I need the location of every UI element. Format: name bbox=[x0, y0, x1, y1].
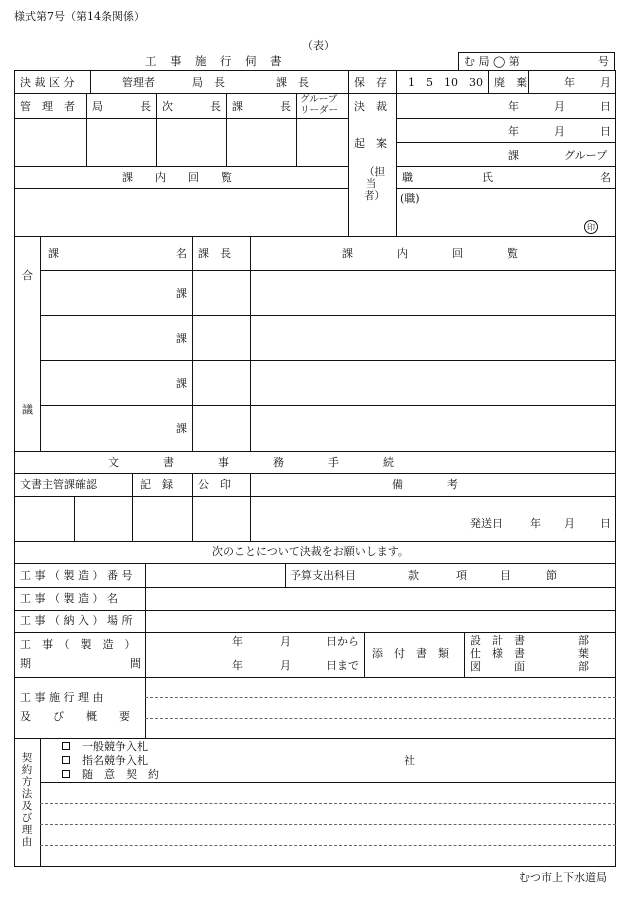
footer-org: むつ市上下水道局 bbox=[519, 871, 607, 884]
request-text: 次のことについて決裁をお願いします。 bbox=[212, 545, 409, 558]
hassobi-year: 年 bbox=[530, 517, 541, 530]
kacho-head: 課 長 bbox=[276, 76, 309, 89]
kanrisha-head: 管理者 bbox=[122, 76, 155, 89]
kian-month: 月 bbox=[554, 125, 565, 138]
setsu-label: 節 bbox=[546, 569, 557, 582]
kian-year: 年 bbox=[508, 125, 519, 138]
kessai-year: 年 bbox=[508, 100, 519, 113]
group-unit: グループ bbox=[564, 149, 608, 162]
kessai-month: 月 bbox=[554, 100, 565, 113]
kessai-label: 決 裁 bbox=[354, 100, 387, 113]
group-leader-1: グループ bbox=[300, 94, 338, 105]
kikan-label-2: 期 間 bbox=[20, 657, 141, 670]
bunsho-title: 文 書 事 務 手 続 bbox=[108, 456, 394, 469]
aigi-mei-header: 名 bbox=[176, 247, 187, 260]
shiyou-satsu: 葉 bbox=[578, 647, 589, 660]
kian-day: 日 bbox=[600, 125, 611, 138]
group-leader-2: リーダー bbox=[300, 105, 339, 116]
seal-mark: 印 bbox=[584, 220, 598, 234]
moku-label: 目 bbox=[500, 569, 511, 582]
zumen-bu: 部 bbox=[578, 660, 589, 673]
zumen-label: 図 面 bbox=[470, 660, 525, 673]
tsugi-cho-label: 長 bbox=[210, 100, 221, 113]
hassobi-day: 日 bbox=[600, 517, 611, 530]
tsugi-label: 次 bbox=[162, 100, 173, 113]
ai-label: 合 bbox=[22, 269, 33, 282]
kikan-made: 日まで bbox=[326, 659, 359, 672]
kanrisha-label: 管 理 者 bbox=[20, 100, 75, 113]
kakunin-label: 文書主管課確認 bbox=[20, 478, 97, 491]
biko-label: 備 考 bbox=[392, 478, 458, 491]
tantousha-label: （担当者） bbox=[364, 166, 385, 203]
sekkei-label: 設 計 書 bbox=[470, 634, 525, 647]
hassobi-month: 月 bbox=[564, 517, 575, 530]
kyokucho-head: 局 長 bbox=[192, 76, 225, 89]
omote-label: （表） bbox=[302, 39, 335, 52]
kan-label: 款 bbox=[408, 569, 419, 582]
aigi-ka-header: 課 bbox=[48, 247, 59, 260]
page-title: 工 事 施 行 伺 書 bbox=[145, 54, 283, 68]
ka-cho-label: 長 bbox=[280, 100, 291, 113]
aigi-row-ka: 課 bbox=[176, 422, 187, 435]
kessai-day: 日 bbox=[600, 100, 611, 113]
kyoku-label: 局 bbox=[92, 100, 103, 113]
gi-label: 議 bbox=[22, 403, 33, 416]
sha-label: 社 bbox=[404, 754, 415, 767]
shoku-paren: (職) bbox=[400, 192, 420, 205]
shiyou-label: 仕 様 書 bbox=[470, 647, 525, 660]
bango-label: 工 事 （ 製 造 ） 番 号 bbox=[20, 569, 133, 582]
kian-label: 起 案 bbox=[354, 137, 387, 150]
haiki-month-unit: 月 bbox=[600, 76, 611, 89]
ka-label: 課 bbox=[232, 100, 243, 113]
shi-label: 氏 bbox=[482, 171, 493, 184]
aigi-row-ka: 課 bbox=[176, 377, 187, 390]
hassobi-label: 発送日 bbox=[470, 517, 503, 530]
kikan-to-year: 年 bbox=[232, 659, 243, 672]
hozon-years: 1 5 10 30 bbox=[408, 76, 483, 89]
aigi-kacho-header: 課 長 bbox=[198, 247, 231, 260]
koin-label: 公 印 bbox=[198, 478, 231, 491]
ka-unit: 課 bbox=[508, 149, 519, 162]
kikan-from-month: 月 bbox=[280, 635, 291, 648]
kikan-from-year: 年 bbox=[232, 635, 243, 648]
kou-label: 項 bbox=[456, 569, 467, 582]
shimei-label: 指名競争入札 bbox=[82, 754, 148, 767]
form-number: 様式第7号（第14条関係） bbox=[14, 10, 145, 23]
haiki-label: 廃 棄 bbox=[494, 76, 527, 89]
keiyaku-label: 契約方法及び理由 bbox=[21, 752, 33, 849]
tenpu-label: 添 付 書 類 bbox=[372, 647, 449, 660]
ippan-label: 一般競争入札 bbox=[82, 740, 148, 753]
riyu-label-2: 及 び 概 要 bbox=[20, 710, 130, 723]
hozon-label: 保 存 bbox=[354, 76, 387, 89]
kikan-to-month: 月 bbox=[280, 659, 291, 672]
basho-label: 工 事 （ 納 入 ） 場 所 bbox=[20, 614, 133, 627]
yosan-label: 予算支出科目 bbox=[290, 569, 356, 582]
haiki-year-unit: 年 bbox=[564, 76, 575, 89]
riyu-label-1: 工 事 施 行 理 由 bbox=[20, 691, 104, 704]
kikan-label-1: 工 事 （ 製 造 ） bbox=[20, 638, 136, 651]
aigi-kairan-header: 課 内 回 覧 bbox=[342, 247, 518, 260]
mei-label: 名 bbox=[600, 171, 611, 184]
number-suffix: 号 bbox=[598, 55, 609, 68]
aigi-row-ka: 課 bbox=[176, 332, 187, 345]
zuii-checkbox[interactable] bbox=[62, 770, 70, 778]
mei-label: 工 事 （ 製 造 ） 名 bbox=[20, 592, 118, 605]
kessai-kubun-label: 決 裁 区 分 bbox=[20, 76, 75, 89]
kikan-kara: 日から bbox=[326, 635, 359, 648]
ka-nai-kairan-label: 課 内 回 覧 bbox=[122, 171, 232, 184]
ippan-checkbox[interactable] bbox=[62, 742, 70, 750]
zuii-label: 随 意 契 約 bbox=[82, 768, 159, 781]
aigi-row-ka: 課 bbox=[176, 287, 187, 300]
shimei-checkbox[interactable] bbox=[62, 756, 70, 764]
kiroku-label: 記 録 bbox=[140, 478, 173, 491]
shoku-label: 職 bbox=[402, 171, 413, 184]
sekkei-bu: 部 bbox=[578, 634, 589, 647]
kyoku-cho-label: 長 bbox=[140, 100, 151, 113]
number-prefix: む 局 ◯ 第 bbox=[464, 55, 520, 68]
